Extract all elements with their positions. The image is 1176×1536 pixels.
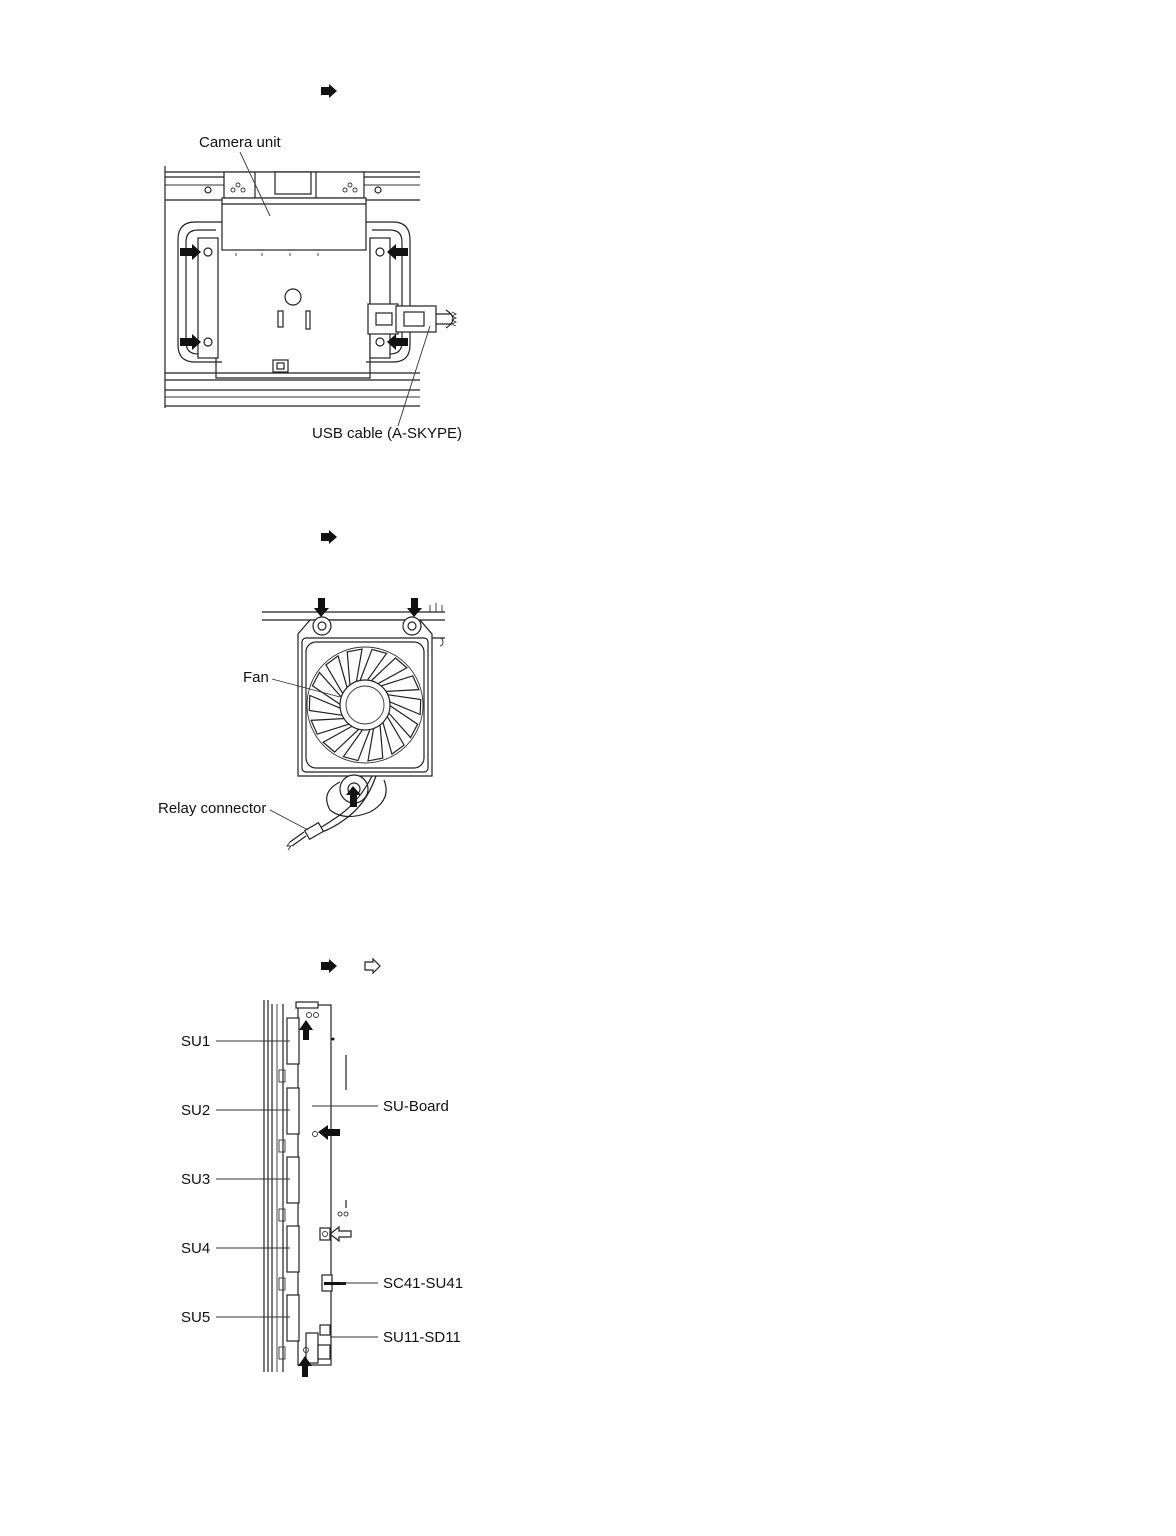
su4-label: SU4 bbox=[181, 1240, 211, 1257]
fan-label: Fan bbox=[243, 669, 269, 686]
camera-unit-diagram bbox=[0, 0, 1176, 460]
mounting-plate bbox=[198, 238, 390, 378]
solid-down-arrow-icon bbox=[407, 598, 422, 617]
su-board-figure bbox=[0, 950, 1176, 1390]
su-board bbox=[296, 1002, 348, 1365]
su1-label: SU1 bbox=[181, 1033, 211, 1050]
relay-connector-label: Relay connector bbox=[158, 800, 267, 817]
solid-down-arrow-icon bbox=[314, 598, 329, 617]
fan-diagram bbox=[0, 520, 1176, 870]
usb-connector bbox=[368, 304, 456, 334]
fan-unit bbox=[298, 617, 432, 817]
solid-right-arrow-icon bbox=[321, 959, 337, 973]
fan-figure bbox=[0, 520, 1176, 870]
camera-housing bbox=[222, 172, 366, 250]
su2-label: SU2 bbox=[181, 1102, 211, 1119]
solid-right-arrow-icon bbox=[321, 530, 337, 544]
su5-label: SU5 bbox=[181, 1309, 211, 1326]
camera-unit-figure bbox=[0, 0, 1176, 460]
solid-right-arrow-icon bbox=[321, 84, 337, 98]
su-connectors bbox=[279, 1018, 299, 1359]
panel-edge bbox=[264, 1000, 283, 1372]
usb-cable-label: USB cable (A-SKYPE) bbox=[312, 425, 463, 442]
su-board-label: SU-Board bbox=[383, 1098, 449, 1115]
su-board-diagram bbox=[0, 950, 1176, 1390]
su11-sd11-label: SU11-SD11 bbox=[383, 1329, 461, 1346]
camera-unit-label: Camera unit bbox=[199, 134, 281, 151]
outline-right-arrow-icon bbox=[365, 959, 380, 973]
su3-label: SU3 bbox=[181, 1171, 211, 1188]
outline-left-arrow-icon bbox=[330, 1227, 351, 1241]
sc41-su41-label: SC41-SU41 bbox=[383, 1275, 464, 1292]
